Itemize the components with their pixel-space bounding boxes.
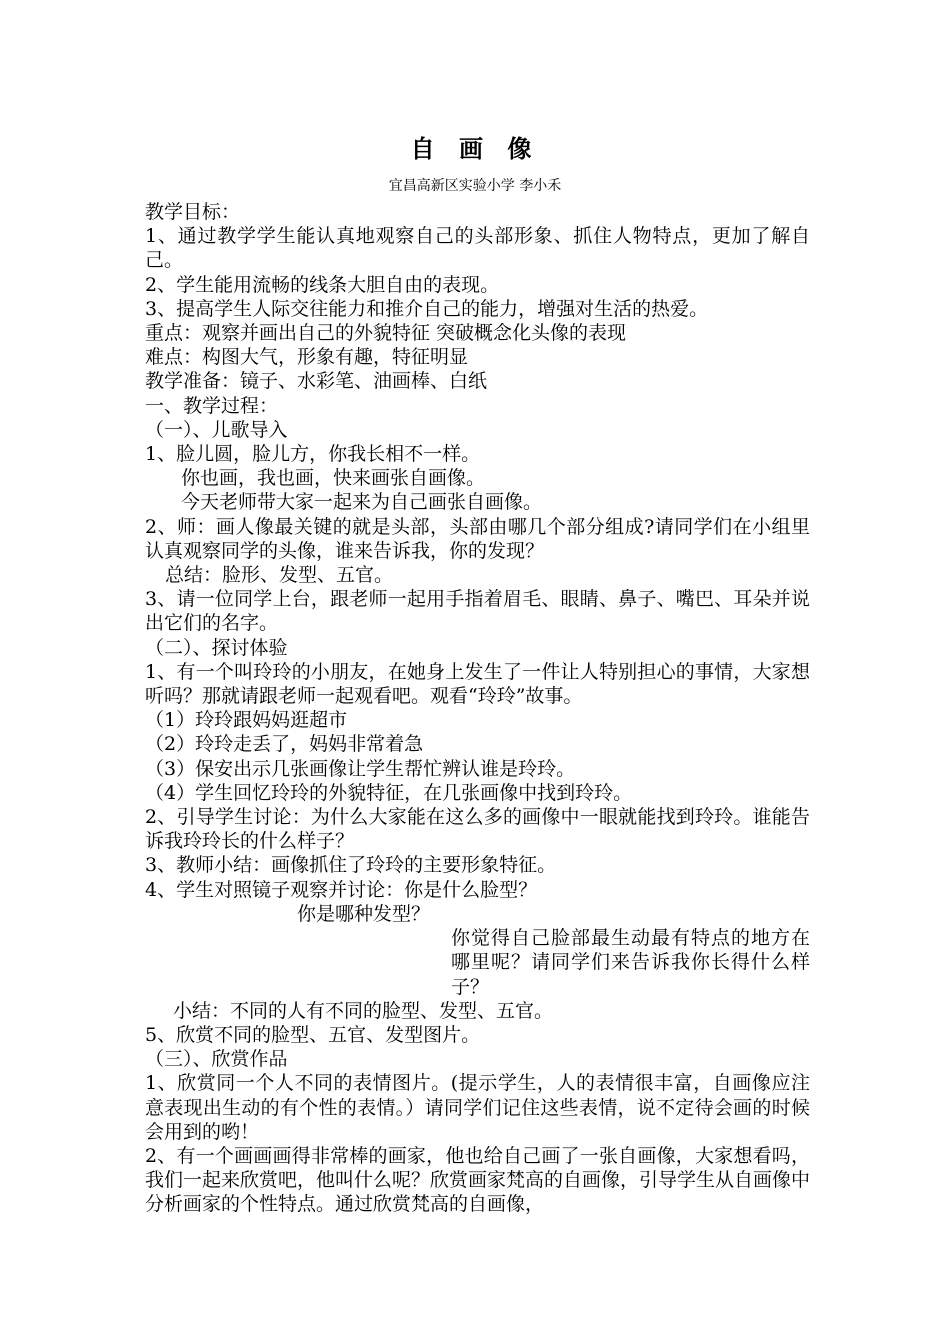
paragraph: 5、欣赏不同的脸型、五官、发型图片。	[145, 1023, 481, 1046]
paragraph: 2、师：画人像最关键的就是头部，头部由哪几个部分组成?请同学们在小组里认真观察同学的头像，谁来告诉我，你的发现？	[145, 515, 810, 562]
section-heading: 一、教学过程：	[145, 394, 279, 417]
paragraph: 你觉得自己脸部最生动最有特点的地方在哪里呢？请同学们来告诉我你长得什么样子？	[451, 927, 810, 998]
paragraph: 3、请一位同学上台，跟老师一起用手指着眉毛、眼睛、鼻子、嘴巴、耳朵并说出它们的名字。	[145, 588, 810, 635]
section-heading: 教学目标：	[145, 201, 241, 223]
paragraph: 1、欣赏同一个人不同的表情图片。(提示学生，人的表情很丰富，自画像应注意表现出生动的有个性的表情。）请同学们记住这些表情，说不定待会画的时候会用到的哟！	[145, 1072, 810, 1143]
paragraph: 2、学生能用流畅的线条大胆自由的表现。	[145, 273, 500, 296]
paragraph: 2、有一个画画画得非常棒的画家，他也给自己画了一张自画像，大家想看吗，我们一起来欣赏吧，他叫什么呢？欣赏画家梵高的自画像，引导学生从自画像中分析画家的个性特点。通过欣赏梵高的自画像，	[145, 1144, 811, 1216]
section-heading: （二）、探讨体验	[145, 636, 288, 659]
list-item: （2）玲玲走丢了，妈妈非常着急	[145, 733, 424, 756]
paragraph: 总结：脸形、发型、五官。	[165, 564, 394, 587]
paragraph: 难点：构图大气，形象有趣，特征明显	[145, 346, 469, 369]
paragraph: 3、教师小结：画像抓住了玲玲的主要形象特征。	[145, 854, 557, 877]
paragraph: 你也画，我也画，快来画张自画像。	[181, 467, 486, 490]
paragraph: 1、通过教学学生能认真地观察自己的头部形象、抓住人物特点，更加了解自己。	[145, 225, 810, 272]
paragraph: 1、脸儿圆，脸儿方，你我长相不一样。	[145, 443, 481, 466]
paragraph: 重点：观察并画出自己的外貌特征 突破概念化头像的表现	[145, 322, 627, 345]
paragraph: 4、学生对照镜子观察并讨论：你是什么脸型？	[145, 878, 538, 901]
paragraph: 2、引导学生讨论：为什么大家能在这么多的画像中一眼就能找到玲玲。谁能告诉我玲玲长的什么样子？	[145, 806, 810, 853]
paragraph: 小结：不同的人有不同的脸型、发型、五官。	[173, 999, 554, 1022]
document-body	[145, 200, 810, 1217]
paragraph: 1、有一个叫玲玲的小朋友，在她身上发生了一件让人特别担心的事情，大家想听吗？那就请跟老师一起观看吧。观看“玲玲”故事。	[145, 660, 810, 708]
paragraph: 你是哪种发型？	[297, 902, 431, 925]
document-subtitle: 宜昌高新区实验小学 李小禾	[388, 178, 562, 194]
document-title: 自 画 像	[410, 135, 540, 163]
section-heading: （一）、儿歌导入	[145, 418, 288, 441]
list-item: （1）玲玲跟妈妈逛超市	[145, 709, 348, 732]
section-heading: （三）、欣赏作品	[145, 1048, 288, 1071]
paragraph: 今天老师带大家一起来为自己画张自画像。	[181, 491, 543, 514]
paragraph: 教学准备：镜子、水彩笔、油画棒、白纸	[145, 370, 488, 393]
list-item: （4）学生回忆玲玲的外貌特征，在几张画像中找到玲玲。	[145, 781, 633, 804]
list-item: （3）保安出示几张画像让学生帮忙辨认谁是玲玲。	[145, 757, 576, 780]
paragraph: 3、提高学生人际交往能力和推介自己的能力，增强对生活的热爱。	[145, 297, 709, 320]
